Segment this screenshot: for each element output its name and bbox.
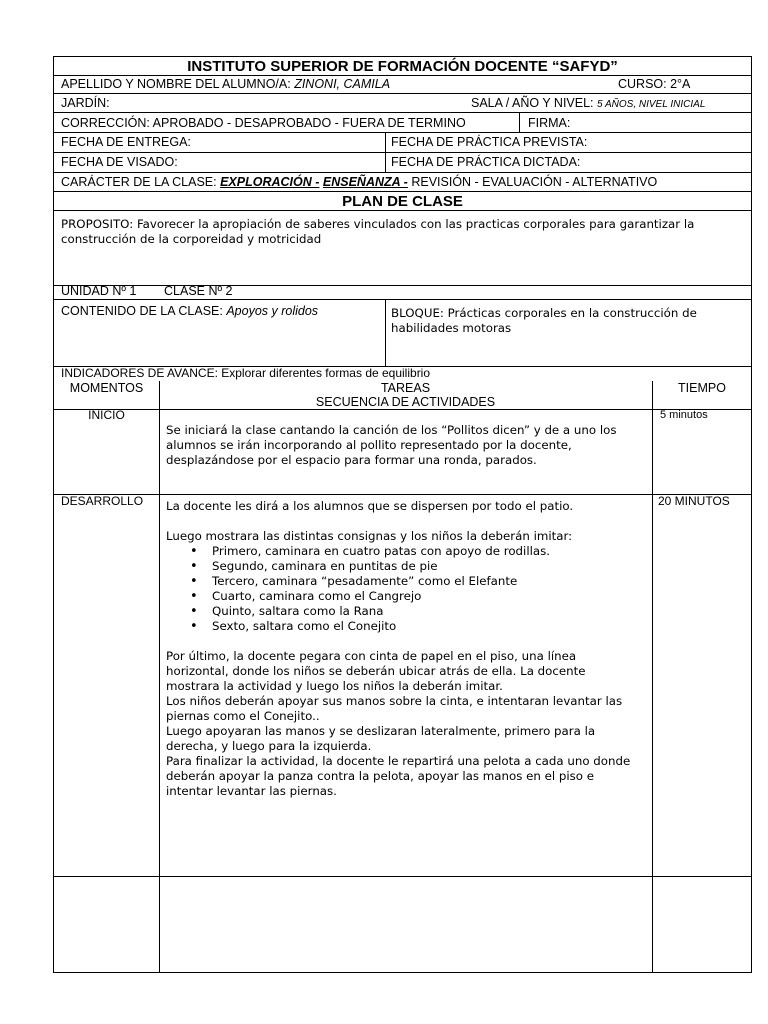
course-value: 2°A bbox=[670, 77, 691, 91]
course-label: CURSO: bbox=[618, 77, 667, 91]
header-moments: MOMENTOS bbox=[69, 381, 144, 395]
closing-line: deberán apoyar la panza contra la pelota, apoyar las manos en el piso e bbox=[166, 769, 595, 783]
character-other-options: REVISIÓN - EVALUACIÓN - ALTERNATIVO bbox=[411, 175, 658, 189]
content-label: CONTENIDO DE LA CLASE: bbox=[61, 304, 223, 318]
dictated-practice-label: FECHA DE PRÁCTICA DICTADA: bbox=[391, 155, 581, 169]
content-value: Apoyos y rolidos bbox=[226, 304, 319, 318]
instruction-item: • Tercero, caminara “pesadamente” como el Elefante bbox=[212, 574, 651, 589]
character-label: CARÁCTER DE LA CLASE: bbox=[61, 175, 217, 189]
development-activity bbox=[166, 499, 651, 799]
block-text bbox=[391, 306, 697, 336]
course-field bbox=[618, 77, 690, 91]
unit-number: UNIDAD Nº 1 bbox=[61, 284, 137, 298]
header-sequence-label: SECUENCIA DE ACTIVIDADES bbox=[315, 395, 496, 409]
student-label: APELLIDO Y NOMBRE DEL ALUMNO/A: bbox=[61, 77, 291, 91]
student-row bbox=[54, 76, 751, 94]
content-field bbox=[61, 304, 318, 318]
development-intro: La docente les dirá a los alumnos que se dispersen por todo el patio. bbox=[166, 499, 574, 513]
purpose-text bbox=[61, 217, 694, 247]
room-label: SALA / AÑO Y NIVEL: bbox=[471, 96, 594, 110]
room-field bbox=[471, 96, 705, 110]
indicators-text: INDICADORES DE AVANCE: Explorar diferentes formas de equilibrio bbox=[61, 366, 431, 380]
room-value: 5 AÑOS, NIVEL INICIAL bbox=[597, 99, 706, 110]
planned-practice-label: FECHA DE PRÁCTICA PREVISTA: bbox=[391, 135, 588, 149]
time-development: 20 MINUTOS bbox=[658, 494, 730, 508]
correction-text: CORRECCIÓN: APROBADO - DESAPROBADO - FUERA DE TERMINO bbox=[61, 116, 466, 130]
moment-start: INICIO bbox=[88, 408, 125, 422]
purpose-line: construcción de la corporeidad y motricidad bbox=[61, 232, 322, 246]
institute-title: INSTITUTO SUPERIOR DE FORMACIÓN DOCENTE “SAFYD” bbox=[187, 58, 618, 75]
moment-development: DESARROLLO bbox=[61, 494, 144, 508]
institute-row bbox=[54, 57, 751, 76]
visa-row bbox=[54, 153, 751, 173]
plan-title: PLAN DE CLASE bbox=[342, 193, 463, 210]
closing-line: derecha, y luego para la izquierda. bbox=[166, 739, 372, 753]
header-tasks bbox=[159, 381, 652, 409]
header-tasks-label: TAREAS bbox=[380, 381, 431, 395]
closing-line: horizontal, donde los niños se deberán ubicar atrás de ella. La docente bbox=[166, 664, 586, 678]
closing-line: Por último, la docente pegara con cinta de papel en el piso, una línea bbox=[166, 649, 577, 663]
closing-paragraphs bbox=[166, 649, 651, 799]
closing-line: Luego apoyaran las manos y se deslizaran lateralmente, primero para la bbox=[166, 724, 596, 738]
correction-row bbox=[54, 113, 751, 133]
start-line: desplazándose por el espacio para formar una ronda, parados. bbox=[166, 453, 537, 467]
character-option-teaching: ENSEÑANZA - bbox=[322, 175, 408, 189]
instruction-item: • Quinto, saltara como la Rana bbox=[212, 604, 651, 619]
class-number: CLASE Nº 2 bbox=[164, 284, 233, 298]
student-field bbox=[61, 77, 390, 91]
start-line: alumnos se irán incorporando al pollito representado por la docente, bbox=[166, 438, 572, 452]
closing-line: Los niños deberán apoyar sus manos sobre la cinta, e intentaran levantar las bbox=[166, 694, 623, 708]
instruction-item: • Cuarto, caminara como el Cangrejo bbox=[212, 589, 651, 604]
signature-label: FIRMA: bbox=[528, 116, 571, 130]
instruction-item: • Primero, caminara en cuatro patas con apoyo de rodillas. bbox=[212, 544, 651, 559]
closing-line: intentar levantar las piernas. bbox=[166, 784, 337, 798]
purpose-row bbox=[54, 211, 751, 286]
unit-row bbox=[54, 286, 751, 300]
character-option-exploration: EXPLORACIÓN - bbox=[220, 175, 320, 189]
time-start: 5 minutos bbox=[660, 409, 708, 421]
plan-title-row bbox=[54, 192, 751, 211]
block-line: BLOQUE: Prácticas corporales en la construcción de bbox=[391, 306, 697, 320]
character-field bbox=[61, 175, 657, 189]
closing-line: mostrara la actividad y luego los niños la deberán imitar. bbox=[166, 679, 503, 693]
visa-date-label: FECHA DE VISADO: bbox=[61, 155, 178, 169]
instruction-item: • Segundo, caminara en puntitas de pie bbox=[212, 559, 651, 574]
student-name: ZINONI, CAMILA bbox=[294, 77, 391, 91]
delivery-date-label: FECHA DE ENTREGA: bbox=[61, 135, 191, 149]
content-row bbox=[54, 300, 751, 367]
indicators-row bbox=[54, 367, 751, 381]
delivery-row bbox=[54, 133, 751, 153]
garden-label: JARDÍN: bbox=[61, 96, 110, 110]
instructions-list bbox=[166, 544, 651, 634]
garden-row bbox=[54, 94, 751, 113]
instruction-item: • Sexto, saltara como el Conejito bbox=[212, 619, 651, 634]
activities-table bbox=[54, 381, 751, 972]
instructions-intro: Luego mostrara las distintas consignas y los niños la deberán imitar: bbox=[166, 529, 573, 543]
purpose-line: PROPOSITO: Favorecer la apropiación de saberes vinculados con las practicas corporales para garantizar la bbox=[61, 217, 695, 231]
closing-line: piernas como el Conejito.. bbox=[166, 709, 320, 723]
block-line: habilidades motoras bbox=[391, 321, 512, 335]
start-activity bbox=[166, 423, 616, 468]
header-time: TIEMPO bbox=[678, 381, 726, 395]
character-row bbox=[54, 173, 751, 192]
closing-line: Para finalizar la actividad, la docente le repartirá una pelota a cada uno donde bbox=[166, 754, 631, 768]
lesson-plan-form bbox=[53, 56, 752, 973]
start-line: Se iniciará la clase cantando la canción de los “Pollitos dicen” y de a uno los bbox=[166, 423, 617, 437]
